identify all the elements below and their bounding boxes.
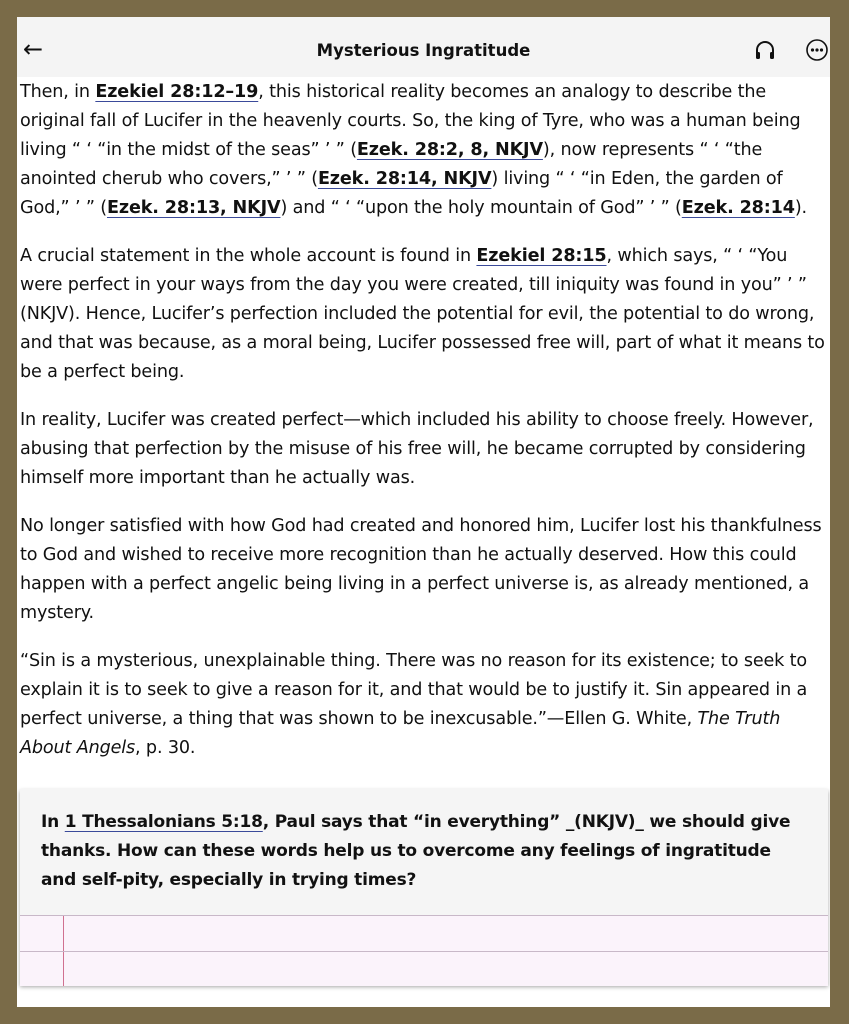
paragraph-2 [20,242,828,387]
notes-ruled-line [20,951,828,952]
paragraph-4: No longer satisfied with how God had created and honored him, Lucifer lost his thankfulness to God and wished to receive more recognition than he actually deserved. How this could happen with a perfect angelic being living in a perfect universe is, as already mentioned, a mystery. [20,516,822,623]
back-arrow-icon[interactable]: ← [22,35,44,63]
question-text: , Paul says that “in everything” _(NKJV)_ we should give thanks. How can these words help us to overcome any feelings of ingratitude and self-pity, especially in trying times? [41,812,791,890]
discussion-question-card [20,789,828,985]
page-title: Mysterious Ingratitude [316,41,531,60]
book-title: The Truth About Angels [20,709,781,758]
discussion-question [41,808,811,895]
paragraph-3: In reality, Lucifer was created perfect—which included his ability to choose freely. However, abusing that perfection by the misuse of his free will, he became corrupted by considering himself more important than he actually was. [20,410,814,488]
notes-input[interactable] [20,915,828,986]
reader-frame [17,17,830,1007]
lesson-content [20,78,828,763]
paragraph-text: A crucial statement in the whole account is found in [20,246,477,266]
paragraph-5 [20,647,828,763]
paragraph-text: ), now represents “ ‘ “the anointed cherub who covers,” ’ ” ( [20,140,763,189]
question-text: In [41,812,65,832]
paragraph-text: “Sin is a mysterious, unexplainable thing. There was no reason for its existence; to seek to explain it is to seek to give a reason for it, and that would be to justify it. Sin appeared in a perfect universe, a thing that was shown to be inexcusable.”—Ellen G. White, [20,651,808,729]
paragraph-text: Then, in [20,82,96,102]
headphones-icon[interactable] [754,39,776,61]
scripture-link[interactable]: Ezek. 28:14 [681,198,795,218]
scripture-link[interactable]: Ezek. 28:14, NKJV [317,169,492,189]
paragraph-text: ) living “ ‘ “in Eden, the garden of God,” ’ ” ( [20,169,783,218]
paragraph-text: , this historical reality becomes an analogy to describe the original fall of Lucifer in the heavenly courts. So, the king of Tyre, who was a human being living “ ‘ “in the midst of the seas” ’ ” ( [20,82,801,160]
scripture-link[interactable]: 1 Thessalonians 5:18 [64,812,263,832]
scripture-link[interactable]: Ezekiel 28:12–19 [95,82,259,102]
top-bar [17,17,830,77]
scripture-link[interactable]: Ezek. 28:13, NKJV [106,198,281,218]
paragraph-text: ). [794,198,808,218]
paragraph-1 [20,78,828,223]
paragraph-text: , which says, “ ‘ “You were perfect in your ways from the day you were created, till iniquity was found in you” ’ ” (NKJV). Hence, Lucifer’s perfection included the potential for evil, the potential to do wrong, and that was because, as a moral being, Lucifer possessed free will, part of what it means to be a perfect being. [20,246,825,382]
scripture-link[interactable]: Ezekiel 28:15 [476,246,607,266]
paragraph-text: , p. 30. [135,738,196,758]
scripture-link[interactable]: Ezek. 28:2, 8, NKJV [356,140,543,160]
more-options-icon[interactable] [805,38,829,62]
paragraph-text: ) and “ ‘ “upon the holy mountain of God” ’ ” ( [280,198,682,218]
